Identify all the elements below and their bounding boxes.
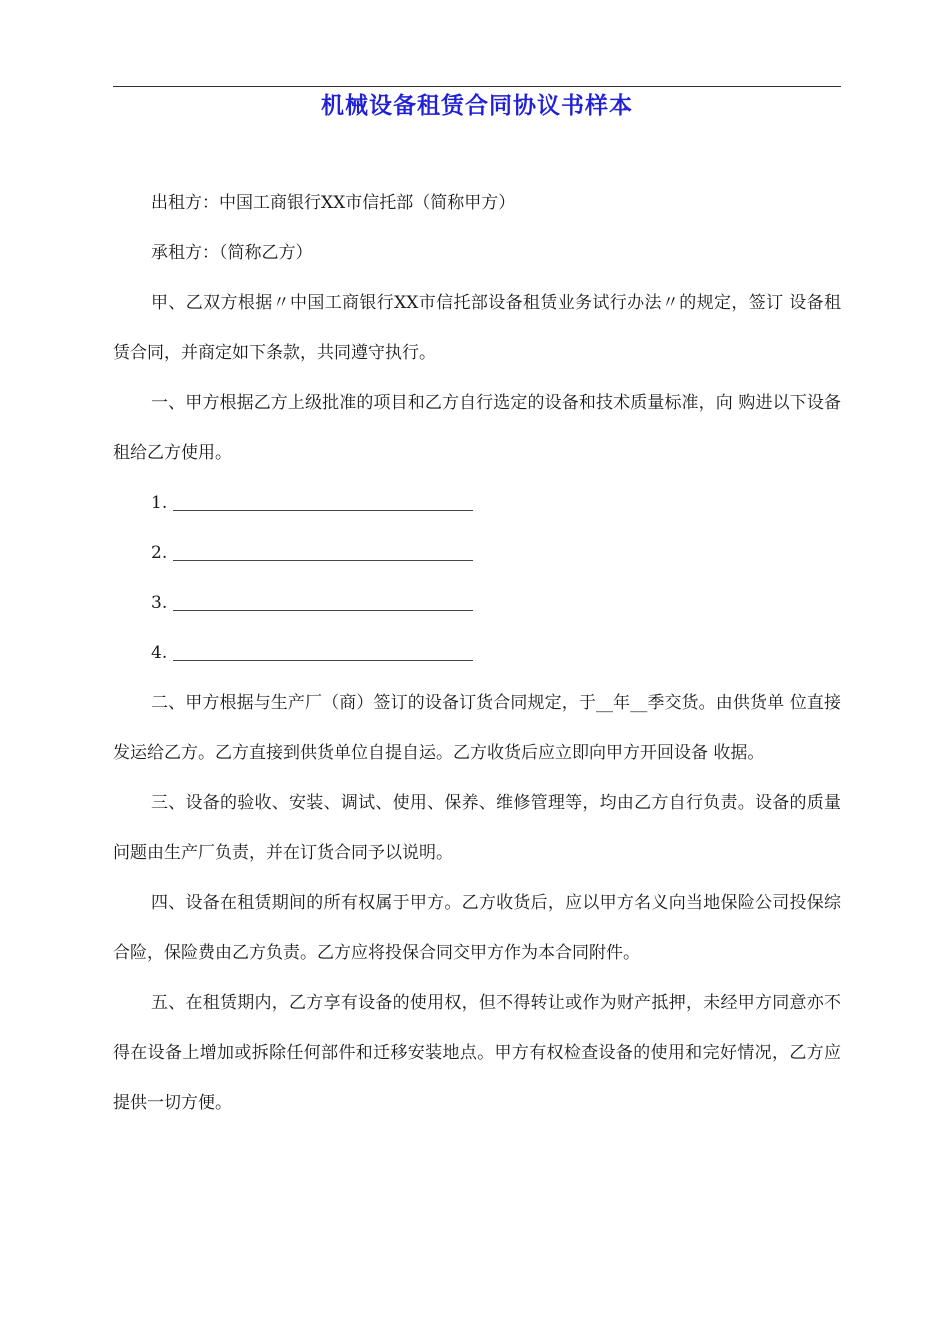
clause-3: 三、设备的验收、安装、调试、使用、保养、维修管理等，均由乙方自行负责。设备的质量问题由生产厂负责，并在订货合同予以说明。 <box>113 793 841 863</box>
lessee-line: 承租方：（简称乙方） <box>151 243 313 263</box>
item-number: 4. <box>151 643 168 663</box>
clause-1: 一、甲方根据乙方上级批准的项目和乙方自行选定的设备和技术质量标准，向 购进以下设备租给乙方使用。 <box>113 393 841 463</box>
fill-in-blank[interactable] <box>173 609 473 611</box>
equipment-item-2 <box>113 528 841 578</box>
item-number: 3. <box>151 593 168 613</box>
item-number: 1. <box>151 493 168 513</box>
fill-in-blank[interactable] <box>173 509 473 511</box>
clause-4: 四、设备在租赁期间的所有权属于甲方。乙方收货后，应以甲方名义向当地保险公司投保综合险，保险费由乙方负责。乙方应将投保合同交甲方作为本合同附件。 <box>113 893 841 963</box>
document-body <box>113 178 841 1128</box>
equipment-item-3 <box>113 578 841 628</box>
fill-in-blank[interactable] <box>173 659 473 661</box>
intro-paragraph: 甲、乙双方根据〃中国工商银行XX市信托部设备租赁业务试行办法〃的规定，签订 设备租赁合同，并商定如下条款，共同遵守执行。 <box>113 293 841 363</box>
lessor-line: 出租方：中国工商银行XX市信托部（简称甲方） <box>151 193 516 213</box>
equipment-item-1 <box>113 478 841 528</box>
item-number: 2. <box>151 543 168 563</box>
clause-2: 二、甲方根据与生产厂（商）签订的设备订货合同规定，于__年__季交货。由供货单 位直接发运给乙方。乙方直接到供货单位自提自运。乙方收货后应立即向甲方开回设备 收据。 <box>113 693 841 763</box>
clause-5: 五、在租赁期内，乙方享有设备的使用权，但不得转让或作为财产抵押，未经甲方同意亦不得在设备上增加或拆除任何部件和迁移安装地点。甲方有权检查设备的使用和完好情况，乙方应提供一切方便。 <box>113 993 841 1113</box>
header-rule <box>113 86 841 87</box>
document-title: 机械设备租赁合同协议书样本 <box>321 93 633 119</box>
equipment-item-4 <box>113 628 841 678</box>
fill-in-blank[interactable] <box>173 559 473 561</box>
